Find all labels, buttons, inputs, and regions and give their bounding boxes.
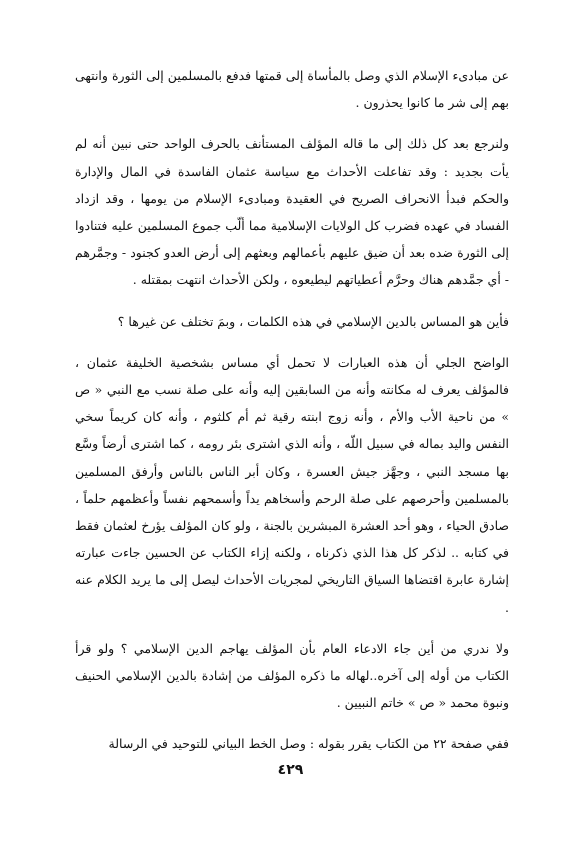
paragraph-3: فأين هو المساس بالدين الإسلامي في هذه الكلمات ، وبمَ تختلف عن غيرها ؟	[117, 313, 509, 329]
paragraph-5: ولا ندري من أين جاء الادعاء العام بأن المؤلف يهاجم الدين الإسلامي ؟ ولو قرأ الكتاب من أوله إلى آخره..لهاله ما ذكره المؤلف من إشادة بالدين الإسلامي الحنيف ونبوة محمد « ص » خاتم النبيين .	[75, 640, 509, 711]
paragraph-2: ولنرجع بعد كل ذلك إلى ما قاله المؤلف المستأنف بالحرف الواحد حتى نبين أنه لم يأت بجديد : وقد تفاعلت الأحداث مع سياسة عثمان الفاسدة في المال والإدارة والحكم فبدأ الانحراف الصريح في العقيدة ومبادىء الإسلام من يومها ، وقد ازداد الفساد في عهده فضرب كل الولايات الإسلامية مما ألّب جموع المسلمين عليه فتنادوا إلى الثورة ضده بعد أن ضيق عليهم بأعمالهم وبعثهم إلى أرض العدو كجنود - وجمَّرهم - أي جمَّدهم هناك وحرَّم أعطياتهم ليطيعوه ، ولكن الأحداث انتهت بمقتله .	[75, 136, 509, 288]
paragraph-1: عن مبادىء الإسلام الذي وصل بالمأساة إلى قمتها فدفع بالمسلمين إلى الثورة وانتهى بهم إلى شر ما كانوا يحذرون .	[75, 68, 509, 111]
paragraph-4: الواضح الجلي أن هذه العبارات لا تحمل أي مساس بشخصية الخليفة عثمان ، فالمؤلف يعرف له مكانته وأنه من السابقين إليه وأنه على صلة نسب مع النبي « ص » من ناحية الأب والأم ، وأنه زوج ابنته رقية ثم أم كلثوم ، وأنه كان كريماً سخي النفس واليد بماله في سبيل اللّه ، وأنه الذي اشترى بئر رومه ، كما اشترى أرضاً وسَّع بها مسجد النبي ، وجهَّز جيش العسرة ، وكان أبر الناس بالناس وأرفق المسلمين بالمسلمين وأحرصهم على صلة الرحم وأسخاهم يداً وأسمحهم نفساً وأعظمهم حلماً ، صادق الحياء ، وهو أحد العشرة المبشرين بالجنة ، ولو كان المؤلف يؤرخ لعثمان فقط في كتابه .. لذكر كل هذا الذي ذكرناه ، ولكنه إزاء الكتاب عن الحسين جاءت عبارته إشارة عابرة اقتضاها السياق التاريخي لمجريات الأحداث ليصل إلى ما يريد الكلام عنه .	[75, 354, 509, 615]
page-number: ٤٢٩	[277, 762, 304, 778]
page-body	[75, 62, 509, 772]
paragraph-6: ففي صفحة ٢٢ من الكتاب يقرر بقوله : وصل الخط البياني للتوحيد في الرسالة	[108, 736, 509, 752]
